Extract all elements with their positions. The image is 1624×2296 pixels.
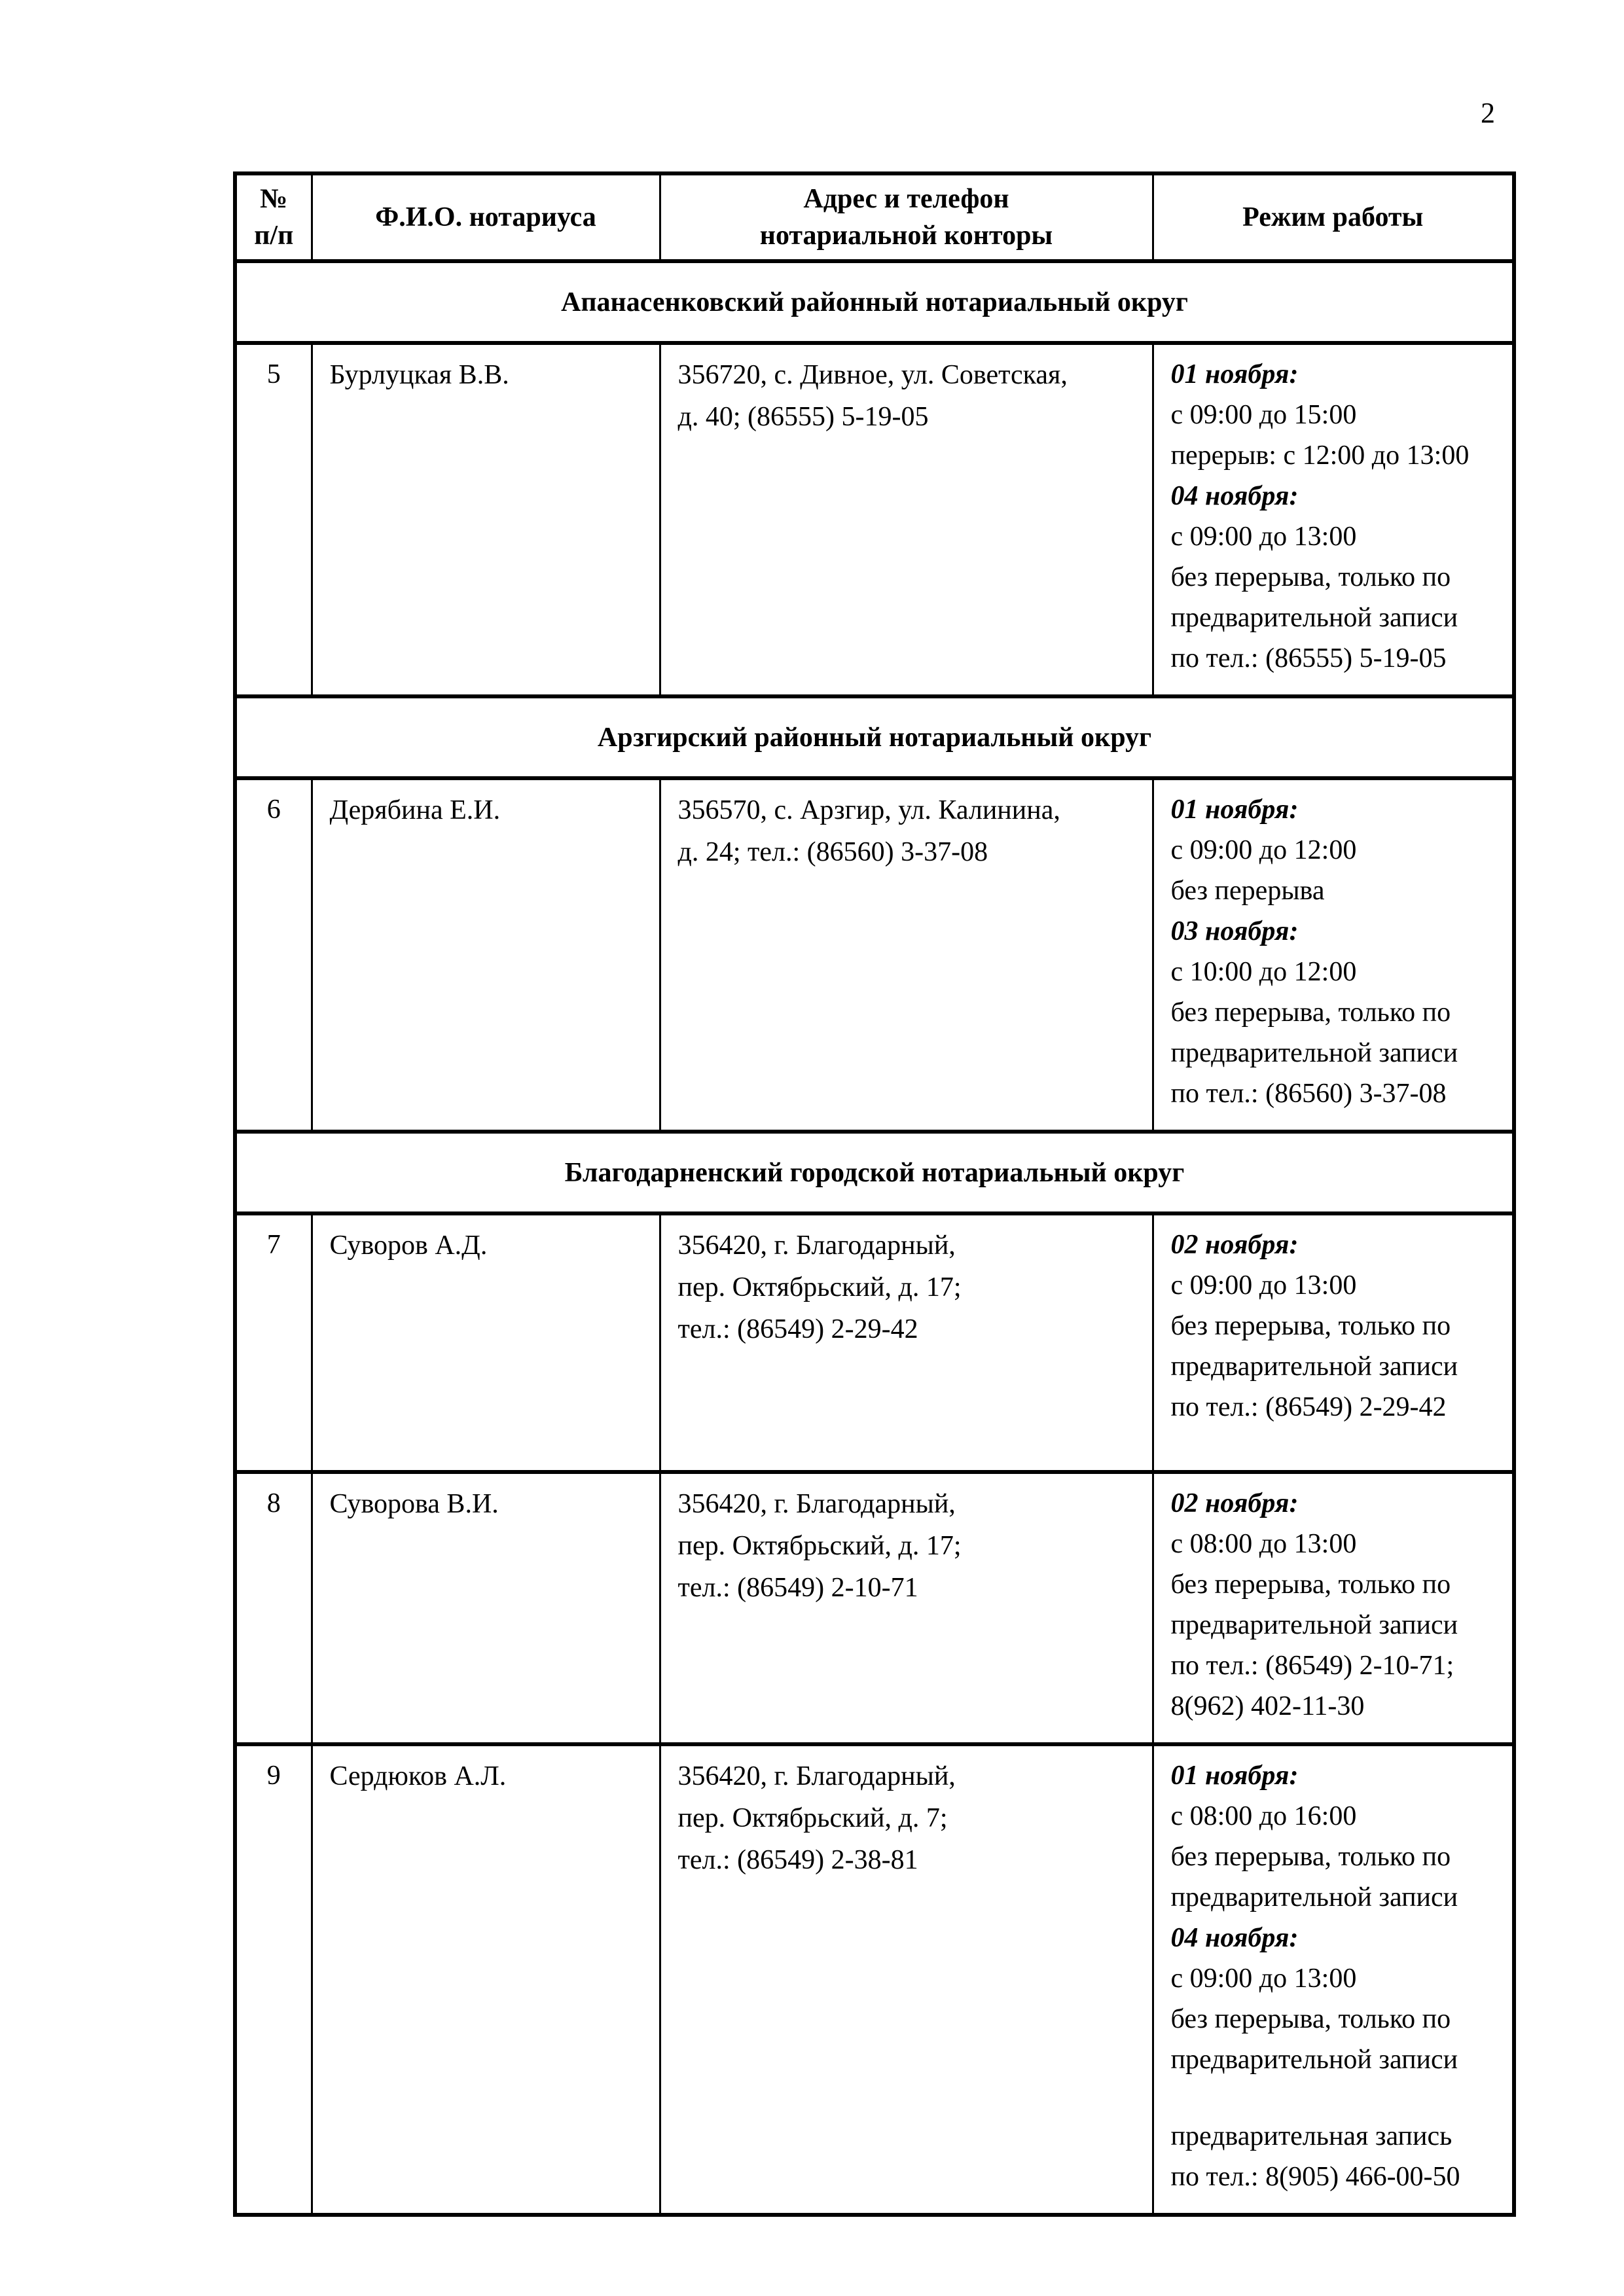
table-row xyxy=(235,1744,1514,2215)
schedule-line: перерыв: с 12:00 до 13:00 xyxy=(1170,440,1470,471)
table-row xyxy=(235,343,1514,696)
schedule-cell xyxy=(1153,778,1514,1132)
schedule-line: 03 ноября: xyxy=(1170,916,1299,946)
column-header-address xyxy=(660,173,1153,261)
schedule-line: предварительная запись xyxy=(1170,2121,1453,2151)
schedule-line: с 09:00 до 13:00 xyxy=(1170,1270,1357,1300)
schedule-line: по тел.: (86549) 2-10-71; xyxy=(1170,1651,1454,1681)
schedule-line: предварительной записи xyxy=(1170,1352,1458,1382)
table-body xyxy=(235,261,1514,2215)
schedule-line: с 09:00 до 15:00 xyxy=(1170,400,1357,430)
page-number: 2 xyxy=(1481,97,1495,129)
schedule-line: с 08:00 до 16:00 xyxy=(1170,1801,1357,1831)
column-header-schedule xyxy=(1153,173,1514,261)
schedule-line: по тел.: (86549) 2-29-42 xyxy=(1170,1392,1447,1422)
address-line: д. 24; тел.: (86560) 3-37-08 xyxy=(677,837,988,867)
row-number-cell: 8 xyxy=(235,1472,312,1744)
row-number-cell: 6 xyxy=(235,778,312,1132)
schedule-line: 04 ноября: xyxy=(1170,481,1299,511)
schedule-line: с 09:00 до 13:00 xyxy=(1170,1964,1357,1994)
schedule-line: 04 ноября: xyxy=(1170,1923,1299,1953)
schedule-line: по тел.: (86560) 3-37-08 xyxy=(1170,1079,1447,1109)
schedule-line xyxy=(1171,2080,1497,2116)
column-header-line: № xyxy=(260,184,288,214)
schedule-line: с 09:00 до 12:00 xyxy=(1170,835,1357,865)
schedule-line: по тел.: (86555) 5-19-05 xyxy=(1170,643,1447,673)
schedule-line: по тел.: 8(905) 466-00-50 xyxy=(1170,2162,1460,2192)
notaries-table xyxy=(233,171,1516,2217)
column-header-line: Ф.И.О. нотариуса xyxy=(375,202,596,232)
row-number-cell: 5 xyxy=(235,343,312,696)
address-cell xyxy=(660,1213,1153,1472)
schedule-line: 01 ноября: xyxy=(1170,359,1299,389)
schedule-cell xyxy=(1153,343,1514,696)
notary-name: Дерябина Е.И. xyxy=(329,795,501,825)
address-line: д. 40; (86555) 5-19-05 xyxy=(677,402,929,432)
schedule-line: с 08:00 до 13:00 xyxy=(1170,1529,1357,1559)
schedule-line: без перерыва, только по xyxy=(1170,997,1451,1028)
schedule-line: без перерыва, только по xyxy=(1170,1570,1451,1600)
schedule-line: без перерыва, только по xyxy=(1170,562,1451,592)
notary-name-cell xyxy=(312,1213,660,1472)
address-line: тел.: (86549) 2-38-81 xyxy=(677,1845,918,1875)
address-line: пер. Октябрьский, д. 7; xyxy=(677,1803,948,1833)
schedule-cell xyxy=(1153,1744,1514,2215)
column-header-line: п/п xyxy=(254,221,294,251)
schedule-line: 01 ноября: xyxy=(1170,1761,1299,1791)
address-line: 356420, г. Благодарный, xyxy=(677,1230,956,1261)
table-row xyxy=(235,778,1514,1132)
schedule-line: с 09:00 до 13:00 xyxy=(1170,522,1357,552)
notary-name: Бурлуцкая В.В. xyxy=(329,360,509,390)
section-row xyxy=(235,1132,1514,1213)
address-line: 356570, с. Арзгир, ул. Калинина, xyxy=(677,795,1060,825)
schedule-line: предварительной записи xyxy=(1170,1882,1458,1912)
notary-name-cell xyxy=(312,1744,660,2215)
section-title: Арзгирский районный нотариальный округ xyxy=(235,696,1514,778)
section-title: Благодарненский городской нотариальный округ xyxy=(235,1132,1514,1213)
schedule-line: предварительной записи xyxy=(1170,2045,1458,2075)
address-cell xyxy=(660,1744,1153,2215)
column-header-fio xyxy=(312,173,660,261)
table-header xyxy=(235,173,1514,261)
notary-name-cell xyxy=(312,1472,660,1744)
schedule-line: 01 ноября: xyxy=(1170,795,1299,825)
header-row xyxy=(235,173,1514,261)
section-row xyxy=(235,261,1514,343)
notary-name-cell xyxy=(312,778,660,1132)
section-title: Апанасенковский районный нотариальный округ xyxy=(235,261,1514,343)
address-cell xyxy=(660,778,1153,1132)
column-header-line: Режим работы xyxy=(1242,202,1424,232)
schedule-line: без перерыва, только по xyxy=(1170,1311,1451,1341)
column-header-num xyxy=(235,173,312,261)
address-line: пер. Октябрьский, д. 17; xyxy=(677,1272,962,1302)
column-header-line: нотариальной конторы xyxy=(759,221,1053,251)
schedule-line: предварительной записи xyxy=(1170,1038,1458,1068)
schedule-line: без перерыва, только по xyxy=(1170,1842,1451,1872)
row-number-cell: 9 xyxy=(235,1744,312,2215)
address-line: тел.: (86549) 2-10-71 xyxy=(677,1573,918,1603)
address-line: пер. Октябрьский, д. 17; xyxy=(677,1531,962,1561)
notary-name: Сердюков А.Л. xyxy=(329,1761,507,1791)
address-cell xyxy=(660,343,1153,696)
schedule-line: без перерыва xyxy=(1170,876,1325,906)
row-number-cell: 7 xyxy=(235,1213,312,1472)
notary-name: Суворова В.И. xyxy=(329,1489,499,1519)
schedule-line: 02 ноября: xyxy=(1170,1488,1299,1518)
schedule-line: 02 ноября: xyxy=(1170,1230,1299,1260)
notary-name-cell xyxy=(312,343,660,696)
table-row xyxy=(235,1213,1514,1472)
address-line: 356420, г. Благодарный, xyxy=(677,1761,956,1791)
notary-name: Суворов А.Д. xyxy=(329,1230,488,1261)
schedule-line: без перерыва, только по xyxy=(1170,2004,1451,2034)
schedule-cell xyxy=(1153,1213,1514,1472)
schedule-line: с 10:00 до 12:00 xyxy=(1170,957,1357,987)
column-header-line: Адрес и телефон xyxy=(803,184,1009,214)
address-line: 356420, г. Благодарный, xyxy=(677,1489,956,1519)
schedule-line: предварительной записи xyxy=(1170,1610,1458,1640)
section-row xyxy=(235,696,1514,778)
table-row xyxy=(235,1472,1514,1744)
address-cell xyxy=(660,1472,1153,1744)
address-line: 356720, с. Дивное, ул. Советская, xyxy=(677,360,1068,390)
schedule-line: 8(962) 402-11-30 xyxy=(1170,1691,1365,1721)
address-line: тел.: (86549) 2-29-42 xyxy=(677,1314,918,1344)
schedule-line: предварительной записи xyxy=(1170,603,1458,633)
schedule-cell xyxy=(1153,1472,1514,1744)
